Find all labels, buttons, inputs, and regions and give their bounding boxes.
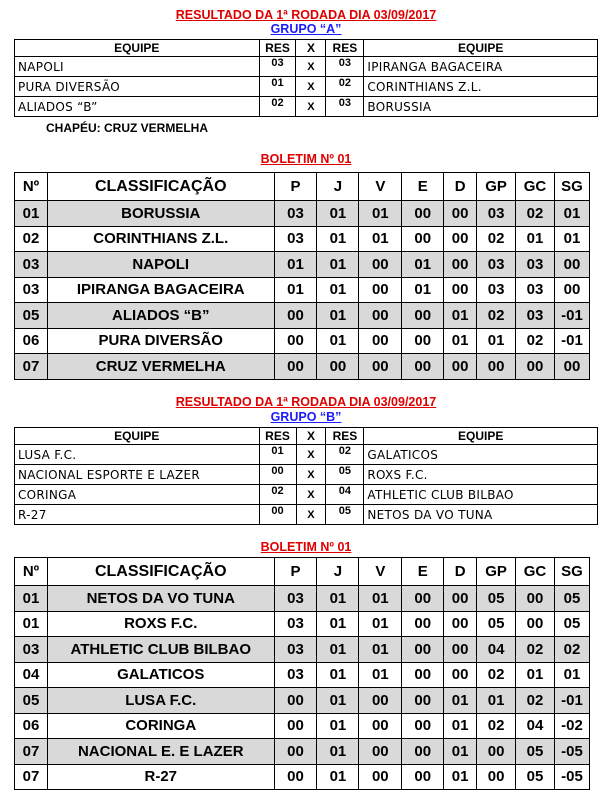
points-cell: 00 (274, 688, 317, 714)
goals-for-cell: 02 (477, 226, 516, 252)
points-cell: 00 (274, 713, 317, 739)
standings-row (15, 764, 590, 790)
losses-cell: 00 (444, 586, 477, 612)
goal-difference-cell: -02 (554, 713, 589, 739)
header-equipe: EQUIPE (364, 40, 598, 57)
header-equipe: EQUIPE (15, 40, 260, 57)
wins-cell: 00 (359, 764, 402, 790)
versus-mark: X (296, 485, 326, 505)
away-team: CORINTHIANS Z.L. (364, 77, 598, 97)
home-team: NAPOLI (15, 57, 260, 77)
home-score: 00 (259, 505, 296, 525)
draws-cell: 01 (402, 252, 444, 278)
position-cell: 07 (15, 354, 48, 380)
team-name-cell: NAPOLI (47, 252, 274, 278)
header-games: J (317, 558, 359, 586)
header-equipe: EQUIPE (15, 428, 260, 445)
goals-against-cell: 03 (516, 252, 555, 278)
home-score: 01 (259, 77, 296, 97)
games-cell: 01 (317, 277, 359, 303)
standings-row (15, 688, 590, 714)
losses-cell: 00 (444, 252, 477, 278)
standings-header-row (15, 173, 590, 201)
position-cell: 06 (15, 713, 48, 739)
header-wins: V (359, 173, 402, 201)
goals-against-cell: 02 (516, 328, 555, 354)
header-res: RES (259, 428, 296, 445)
goals-against-cell: 01 (516, 662, 555, 688)
draws-cell: 00 (402, 201, 444, 227)
losses-cell: 01 (444, 739, 477, 765)
wins-cell: 00 (359, 739, 402, 765)
results-header-row (15, 40, 598, 57)
draws-cell: 00 (402, 713, 444, 739)
position-cell: 01 (15, 201, 48, 227)
points-cell: 03 (274, 226, 317, 252)
standings-row (15, 611, 590, 637)
goal-difference-cell: -01 (554, 303, 589, 329)
team-name-cell: NETOS DA VO TUNA (47, 586, 274, 612)
goals-for-cell: 03 (477, 277, 516, 303)
versus-mark: X (296, 465, 326, 485)
goals-against-cell: 02 (516, 201, 555, 227)
away-team: BORUSSIA (364, 97, 598, 117)
standings-row (15, 303, 590, 329)
home-team: PURA DIVERSÃO (15, 77, 260, 97)
header-wins: V (359, 558, 402, 586)
games-cell: 01 (317, 201, 359, 227)
games-cell: 01 (317, 586, 359, 612)
versus-mark: X (296, 505, 326, 525)
points-cell: 00 (274, 739, 317, 765)
points-cell: 03 (274, 586, 317, 612)
losses-cell: 00 (444, 277, 477, 303)
away-score: 02 (326, 77, 364, 97)
goals-for-cell: 00 (477, 739, 516, 765)
header-res: RES (326, 428, 364, 445)
games-cell: 01 (317, 252, 359, 278)
games-cell: 01 (317, 637, 359, 663)
team-name-cell: ALIADOS “B” (47, 303, 274, 329)
team-name-cell: ATHLETIC CLUB BILBAO (47, 637, 274, 663)
goals-for-cell: 04 (477, 637, 516, 663)
away-team: GALATICOS (364, 445, 598, 465)
match-row (15, 97, 598, 117)
position-cell: 03 (15, 637, 48, 663)
standings-header-row (15, 558, 590, 586)
games-cell: 01 (317, 303, 359, 329)
goals-for-cell: 00 (477, 354, 516, 380)
goal-difference-cell: 05 (554, 586, 589, 612)
goal-difference-cell: 00 (554, 354, 589, 380)
round-title-group-b: RESULTADO DA 1ª RODADA DIA 03/09/2017 (175, 395, 437, 409)
goals-against-cell: 00 (516, 611, 555, 637)
draws-cell: 00 (402, 328, 444, 354)
header-goals-for: GP (477, 558, 516, 586)
standings-row (15, 328, 590, 354)
bulletin-title-group-b: BOLETIM Nº 01 (260, 540, 352, 554)
versus-mark: X (296, 97, 326, 117)
home-score: 02 (259, 97, 296, 117)
header-position: Nº (15, 558, 48, 586)
header-x: X (296, 428, 326, 445)
goals-for-cell: 03 (477, 252, 516, 278)
wins-cell: 00 (359, 328, 402, 354)
home-score: 02 (259, 485, 296, 505)
games-cell: 01 (317, 226, 359, 252)
goals-against-cell: 05 (516, 764, 555, 790)
points-cell: 00 (274, 328, 317, 354)
match-row (15, 465, 598, 485)
draws-cell: 00 (402, 354, 444, 380)
header-res: RES (259, 40, 296, 57)
match-row (15, 485, 598, 505)
header-res: RES (326, 40, 364, 57)
draws-cell: 01 (402, 277, 444, 303)
points-cell: 03 (274, 662, 317, 688)
away-score: 05 (326, 505, 364, 525)
team-name-cell: CORINGA (47, 713, 274, 739)
standings-row (15, 662, 590, 688)
header-position: Nº (15, 173, 48, 201)
position-cell: 06 (15, 328, 48, 354)
draws-cell: 00 (402, 611, 444, 637)
losses-cell: 01 (444, 688, 477, 714)
losses-cell: 00 (444, 662, 477, 688)
goals-against-cell: 00 (516, 586, 555, 612)
draws-cell: 00 (402, 226, 444, 252)
goals-for-cell: 05 (477, 586, 516, 612)
wins-cell: 01 (359, 226, 402, 252)
position-cell: 07 (15, 739, 48, 765)
away-score: 04 (326, 485, 364, 505)
points-cell: 00 (274, 764, 317, 790)
points-cell: 01 (274, 252, 317, 278)
draws-cell: 00 (402, 637, 444, 663)
away-score: 02 (326, 445, 364, 465)
goals-for-cell: 02 (477, 713, 516, 739)
results-table-group-b (14, 427, 598, 525)
home-team: ALIADOS “B” (15, 97, 260, 117)
games-cell: 01 (317, 713, 359, 739)
position-cell: 05 (15, 303, 48, 329)
match-row (15, 445, 598, 465)
wins-cell: 00 (359, 713, 402, 739)
losses-cell: 01 (444, 328, 477, 354)
wins-cell: 01 (359, 662, 402, 688)
position-cell: 01 (15, 611, 48, 637)
away-team: ATHLETIC CLUB BILBAO (364, 485, 598, 505)
goals-against-cell: 01 (516, 226, 555, 252)
header-classification: CLASSIFICAÇÃO (47, 173, 274, 201)
wins-cell: 00 (359, 252, 402, 278)
team-name-cell: CRUZ VERMELHA (47, 354, 274, 380)
goals-for-cell: 00 (477, 764, 516, 790)
standings-row (15, 586, 590, 612)
match-row (15, 505, 598, 525)
points-cell: 00 (274, 354, 317, 380)
games-cell: 00 (317, 354, 359, 380)
match-row (15, 57, 598, 77)
header-games: J (317, 173, 359, 201)
group-title-a: GRUPO “A” (270, 22, 342, 36)
home-team: LUSA F.C. (15, 445, 260, 465)
standings-row (15, 277, 590, 303)
points-cell: 03 (274, 611, 317, 637)
standings-row (15, 252, 590, 278)
header-losses: D (444, 558, 477, 586)
goals-for-cell: 01 (477, 688, 516, 714)
games-cell: 01 (317, 328, 359, 354)
losses-cell: 00 (444, 611, 477, 637)
team-name-cell: PURA DIVERSÃO (47, 328, 274, 354)
results-header-row (15, 428, 598, 445)
header-goal-difference: SG (554, 558, 589, 586)
wins-cell: 00 (359, 277, 402, 303)
draws-cell: 00 (402, 586, 444, 612)
header-goal-difference: SG (554, 173, 589, 201)
team-name-cell: LUSA F.C. (47, 688, 274, 714)
goal-difference-cell: -01 (554, 328, 589, 354)
header-losses: D (444, 173, 477, 201)
away-score: 05 (326, 465, 364, 485)
standings-row (15, 739, 590, 765)
header-equipe: EQUIPE (364, 428, 598, 445)
away-score: 03 (326, 57, 364, 77)
points-cell: 03 (274, 201, 317, 227)
standings-row (15, 201, 590, 227)
home-score: 01 (259, 445, 296, 465)
goal-difference-cell: 02 (554, 637, 589, 663)
header-draws: E (402, 173, 444, 201)
home-team: NACIONAL ESPORTE E LAZER (15, 465, 260, 485)
chapeu-note: CHAPÉU: CRUZ VERMELHA (46, 121, 208, 135)
header-draws: E (402, 558, 444, 586)
games-cell: 01 (317, 764, 359, 790)
versus-mark: X (296, 77, 326, 97)
position-cell: 04 (15, 662, 48, 688)
standings-table-group-a (14, 172, 590, 380)
header-goals-against: GC (516, 173, 555, 201)
position-cell: 07 (15, 764, 48, 790)
games-cell: 01 (317, 739, 359, 765)
losses-cell: 01 (444, 713, 477, 739)
wins-cell: 01 (359, 611, 402, 637)
losses-cell: 00 (444, 354, 477, 380)
goal-difference-cell: -01 (554, 688, 589, 714)
wins-cell: 00 (359, 354, 402, 380)
goal-difference-cell: -05 (554, 764, 589, 790)
goal-difference-cell: 05 (554, 611, 589, 637)
position-cell: 02 (15, 226, 48, 252)
goal-difference-cell: 01 (554, 201, 589, 227)
away-team: IPIRANGA BAGACEIRA (364, 57, 598, 77)
losses-cell: 00 (444, 226, 477, 252)
header-goals-for: GP (477, 173, 516, 201)
draws-cell: 00 (402, 662, 444, 688)
team-name-cell: BORUSSIA (47, 201, 274, 227)
away-team: ROXS F.C. (364, 465, 598, 485)
group-title-b: GRUPO “B” (270, 410, 342, 424)
draws-cell: 00 (402, 764, 444, 790)
home-team: R-27 (15, 505, 260, 525)
header-goals-against: GC (516, 558, 555, 586)
goals-against-cell: 03 (516, 277, 555, 303)
goals-for-cell: 02 (477, 303, 516, 329)
wins-cell: 01 (359, 637, 402, 663)
header-points: P (274, 173, 317, 201)
draws-cell: 00 (402, 303, 444, 329)
losses-cell: 00 (444, 201, 477, 227)
round-title-group-a: RESULTADO DA 1ª RODADA DIA 03/09/2017 (175, 8, 437, 22)
header-points: P (274, 558, 317, 586)
goals-for-cell: 03 (477, 201, 516, 227)
draws-cell: 00 (402, 739, 444, 765)
wins-cell: 00 (359, 688, 402, 714)
home-score: 03 (259, 57, 296, 77)
games-cell: 01 (317, 688, 359, 714)
versus-mark: X (296, 445, 326, 465)
header-classification: CLASSIFICAÇÃO (47, 558, 274, 586)
goals-against-cell: 03 (516, 303, 555, 329)
position-cell: 03 (15, 252, 48, 278)
home-team: CORINGA (15, 485, 260, 505)
goals-for-cell: 02 (477, 662, 516, 688)
away-score: 03 (326, 97, 364, 117)
goals-against-cell: 04 (516, 713, 555, 739)
goal-difference-cell: 00 (554, 252, 589, 278)
header-x: X (296, 40, 326, 57)
standings-row (15, 354, 590, 380)
team-name-cell: NACIONAL E. E LAZER (47, 739, 274, 765)
goals-against-cell: 05 (516, 739, 555, 765)
position-cell: 01 (15, 586, 48, 612)
goals-against-cell: 02 (516, 688, 555, 714)
wins-cell: 01 (359, 201, 402, 227)
position-cell: 05 (15, 688, 48, 714)
goals-for-cell: 01 (477, 328, 516, 354)
goals-against-cell: 02 (516, 637, 555, 663)
goals-against-cell: 00 (516, 354, 555, 380)
results-table-group-a (14, 39, 598, 117)
wins-cell: 00 (359, 303, 402, 329)
losses-cell: 01 (444, 303, 477, 329)
goal-difference-cell: 01 (554, 662, 589, 688)
match-row (15, 77, 598, 97)
goal-difference-cell: 01 (554, 226, 589, 252)
team-name-cell: GALATICOS (47, 662, 274, 688)
losses-cell: 01 (444, 764, 477, 790)
points-cell: 00 (274, 303, 317, 329)
standings-row (15, 637, 590, 663)
team-name-cell: CORINTHIANS Z.L. (47, 226, 274, 252)
points-cell: 03 (274, 637, 317, 663)
home-score: 00 (259, 465, 296, 485)
losses-cell: 00 (444, 637, 477, 663)
bulletin-title-group-a: BOLETIM Nº 01 (260, 152, 352, 166)
standings-table-group-b (14, 557, 590, 790)
team-name-cell: IPIRANGA BAGACEIRA (47, 277, 274, 303)
standings-row (15, 226, 590, 252)
team-name-cell: R-27 (47, 764, 274, 790)
position-cell: 03 (15, 277, 48, 303)
team-name-cell: ROXS F.C. (47, 611, 274, 637)
goals-for-cell: 05 (477, 611, 516, 637)
standings-row (15, 713, 590, 739)
points-cell: 01 (274, 277, 317, 303)
wins-cell: 01 (359, 586, 402, 612)
games-cell: 01 (317, 662, 359, 688)
away-team: NETOS DA VO TUNA (364, 505, 598, 525)
games-cell: 01 (317, 611, 359, 637)
versus-mark: X (296, 57, 326, 77)
goal-difference-cell: 00 (554, 277, 589, 303)
draws-cell: 00 (402, 688, 444, 714)
goal-difference-cell: -05 (554, 739, 589, 765)
